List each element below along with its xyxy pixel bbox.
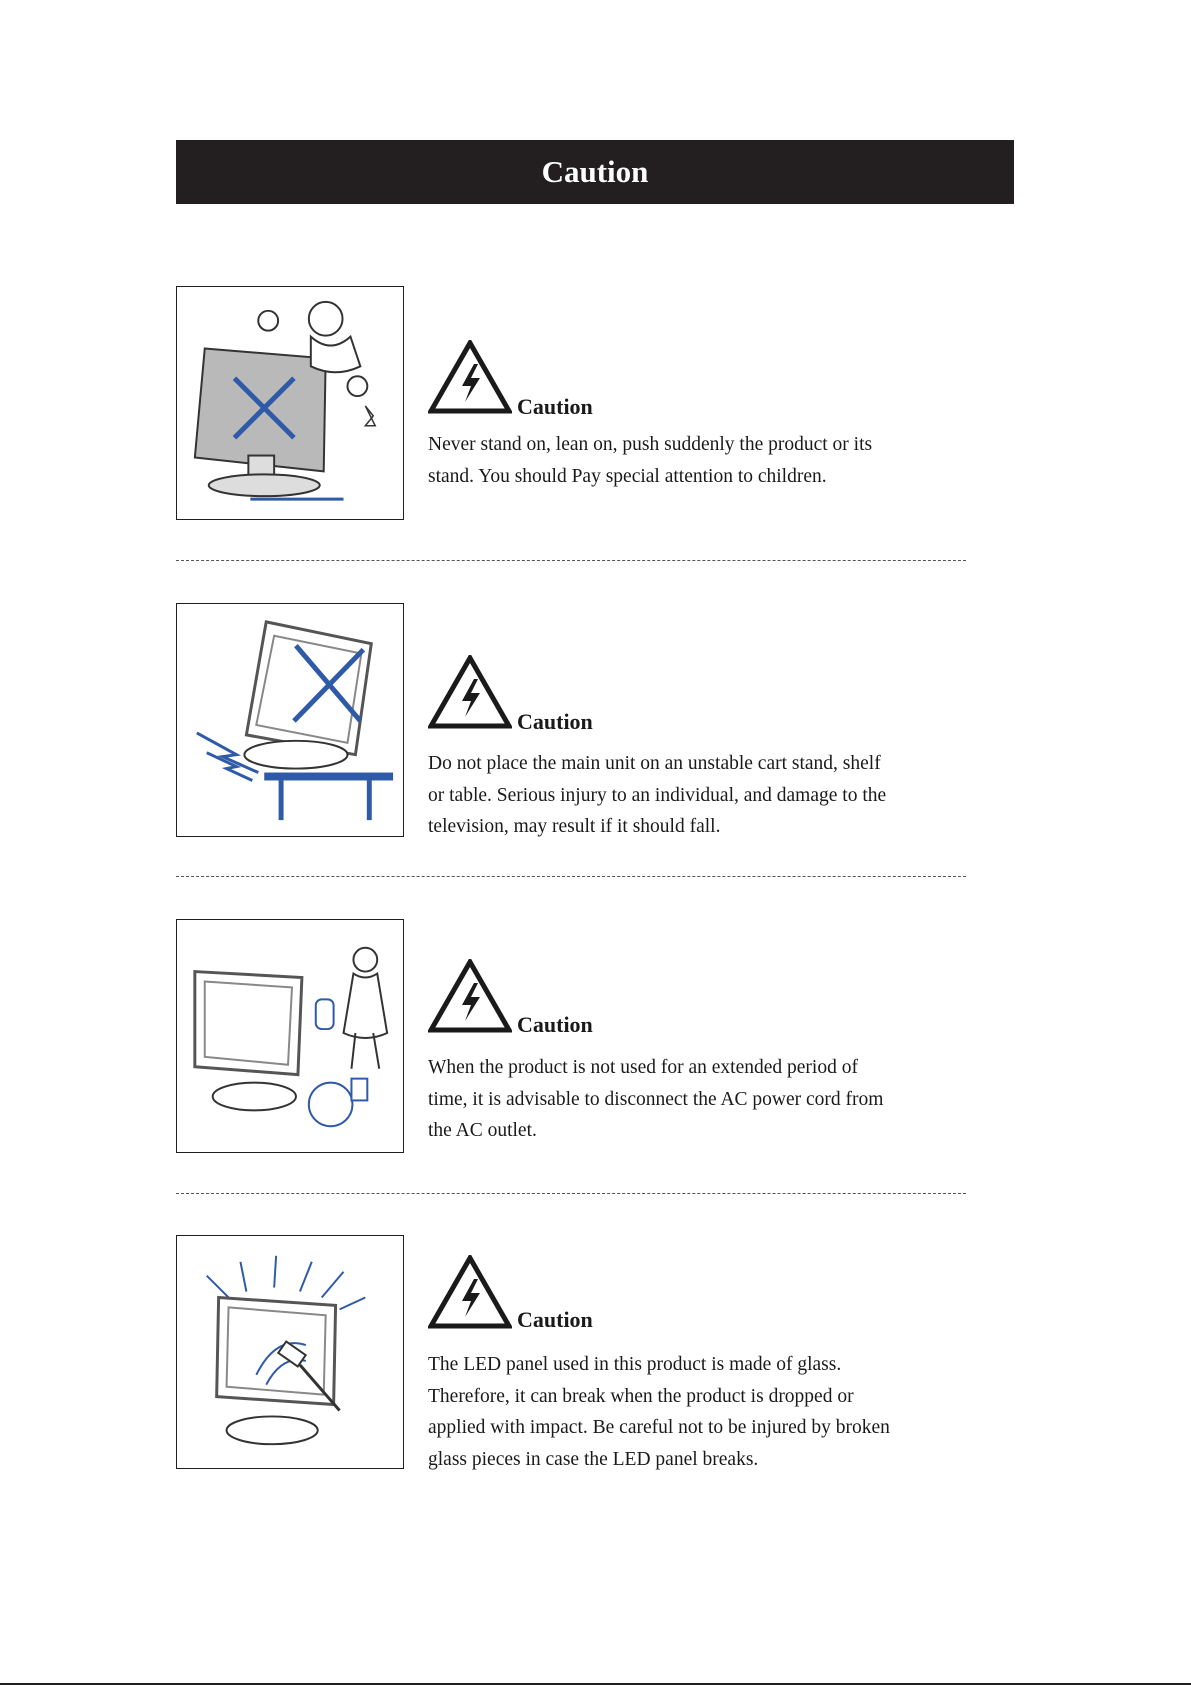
section-divider [176,1193,966,1194]
section-divider [176,560,966,561]
illustration-child-climbing-tv [176,286,404,520]
warning-lightning-icon [428,655,512,729]
caution-section-1 [176,286,1014,522]
caution-section-2 [176,603,1014,839]
warning-lightning-icon [428,1255,512,1329]
illustration-unplug-power-cord [176,919,404,1153]
caution-label: Caution [517,394,593,419]
caution-label: Caution [517,709,593,734]
caution-label: Caution [517,1307,593,1332]
caution-text: Do not place the main unit on an unstable cart stand, shelf or table. Serious injury to an individual, and damage to the television, may result if it should fall. [428,753,887,837]
illustration-tv-unstable-table [176,603,404,837]
page-title-bar [176,140,1014,204]
caution-text: The LED panel used in this product is made of glass. Therefore, it can break when the product is dropped or applied with impact. Be careful not to be injured by broken glass pieces in case the LED panel breaks. [428,1354,890,1470]
caution-text: Never stand on, lean on, push suddenly the product or its stand. You should Pay special attention to children. [428,434,873,487]
section-divider [176,876,966,877]
caution-text: When the product is not used for an extended period of time, it is advisable to disconnect the AC power cord from the AC outlet. [428,1057,884,1141]
caution-label: Caution [517,1012,593,1037]
illustration-glass-panel-break [176,1235,404,1469]
warning-lightning-icon [428,340,512,414]
caution-section-4 [176,1235,1014,1471]
caution-section-3 [176,919,1014,1155]
page-title: Caution [541,154,649,189]
warning-lightning-icon [428,959,512,1033]
